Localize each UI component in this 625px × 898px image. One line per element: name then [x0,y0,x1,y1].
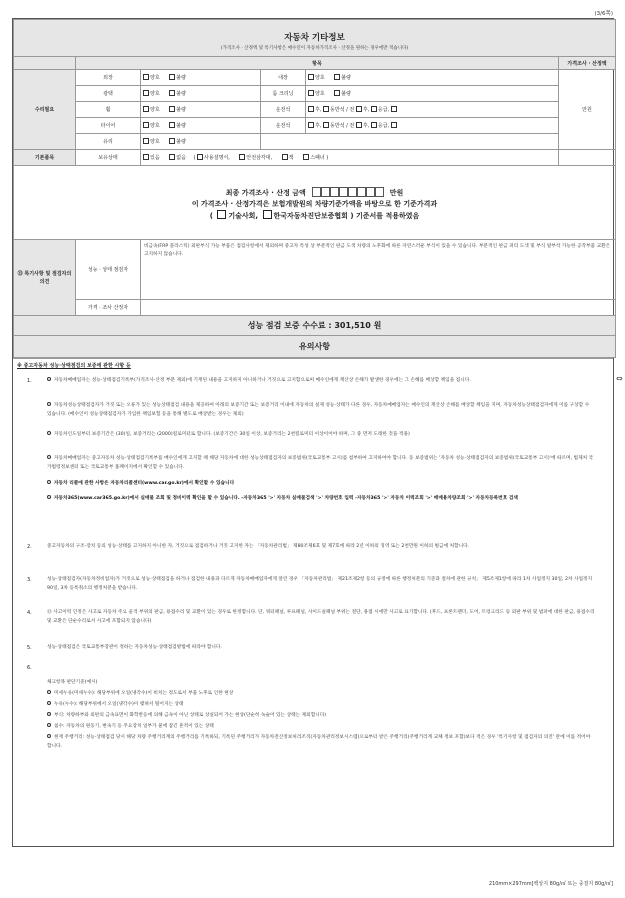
checkbox-good[interactable] [143,138,149,144]
row-label-room-cleaning: 룸 크리닝 [261,86,306,102]
checkbox-bad[interactable] [169,106,175,112]
checkbox-bad[interactable] [169,138,175,144]
notice-4-text: ⑬ 사고이력 인정은 사고로 자동차 주요 골격 부위의 판금, 용접수리 및 교환이 있는 경우로 한정합니다. 단, 쿼터패널, 루프패널, 사이드실패널 부위는 절단, 용접 시에만 사고로 표기합니다. (후드, 프론트펜더, 도어, 트렁크리드 등 외판 부위 및 범퍼에 대한 판금, 용접수리 및 교환은 단순수리로서 사고에 포함되지 않습니다) [47,610,595,624]
notice-6-sub-1: 미세누유(미세누수): 해당부위에 오일(냉각수)이 비치는 정도로서 부품 노후로 인한 현상 [47,690,595,699]
notice-5-text: 성능·상태점검은 국토교통부장관이 정하는 자동차성능·상태점검방법에 따라야 합니다. [47,645,222,650]
row-label-gloss: 광택 [76,86,141,102]
basic-items-options: 있음 없음 ( 사용설명서, 안전삼각대, 잭 스패너 ) [141,150,559,166]
notice-1-sub-3: 자동차인도일부터 보증기간은 (30)일, 보증거리는 (2000)킬로미터로 합니다. (보증기간은 30일 이상, 보증거리는 2천킬로미터 이상이어야 하며, 그 중 먼저 도래한 것을 적용) [47,431,595,440]
checkbox-rear[interactable] [371,106,377,112]
notice-1-sub-6: 자동차365(www.car365.go.kr)에서 실매물 조회 및 정비이력 확인을 할 수 있습니다. -자동차365 '>' 자동차 실매물검색 '>' 차량번호 입력 -자동차365 '>' 자동차 이력조회 '>' 매매용차량조회 '>' 자동차등록번호 검색 [47,495,595,504]
notice-1-sub-5: 자동차 리콜에 관한 사항은 자동차리콜센터(www.car.go.kr)에서 확인할 수 있습니다 [47,480,595,489]
row-label-wheel: 휠 [76,102,141,118]
appraiser-label: 가격 · 조사 산정자 [76,300,141,316]
checkbox-jack[interactable] [282,154,288,160]
notice-section [13,358,613,846]
wheel-position-options: 후, 동반석 / 전 후, 응급, [306,102,559,118]
checkbox-good[interactable] [308,74,314,80]
checkbox-have[interactable] [143,154,149,160]
form-title: 자동차 기타정보 [284,32,345,43]
checkbox-bad[interactable] [334,74,340,80]
checkbox-none[interactable] [169,154,175,160]
checkbox-bad[interactable] [169,122,175,128]
checkbox-good[interactable] [143,90,149,96]
checkbox-good[interactable] [308,90,314,96]
checkbox-spanner[interactable] [303,154,309,160]
header-cell [14,20,616,57]
other-info-table [13,19,616,358]
page-number: (3/6쪽) [594,11,613,17]
row-label-interior: 내장 [261,70,306,86]
checkbox-rear[interactable] [323,122,329,128]
checkbox-front[interactable] [356,106,362,112]
checkbox-good[interactable] [143,122,149,128]
room-cleaning-options: 양호 불량 [306,86,559,102]
notice-number-5: 5. [27,645,32,651]
checkbox-manual[interactable] [197,154,203,160]
row-label-tire: 타이어 [76,118,141,134]
notice-title: 유의사항 [14,336,616,358]
checkbox-front[interactable] [356,122,362,128]
possession-label: 보유상태 [76,150,141,166]
checkbox-bad[interactable] [169,90,175,96]
tire-options: 양호 불량 [141,118,261,134]
inspector-opinion: 비금속(FRP 플라스틱) 외판부식 가능 부품은 점검사항에서 제외하며 중고자 특성 상 부분적인 판금 도색 차량의 노후화에 따른 자연스러운 부식이 있을 수 있습니다. 부분적인 판금 퍼티 도색 및 부식 탈부착 가능한 공작부품 교환은 고지하지 않습니다. [141,240,616,300]
notice-6-heading: 체크항목 판단기준(예시) [47,680,98,685]
interior-options: 양호 불량 [306,70,559,86]
resize-arrow-icon[interactable]: ⇔ [616,374,623,383]
checkbox-front[interactable] [308,122,314,128]
row-label-exterior: 외장 [76,70,141,86]
form-subtitle: (가격조사 · 산정액 및 특기사항은 매수인이 자동차가격조사 · 산정을 원하는 경우에만 적습니다) [220,45,409,51]
notice-section-heading: ※ 중고자동차 성능·상태점검의 보증에 관한 사항 등 [17,363,131,369]
notice-6-sub-2: 누유(누수): 해당부위에서 오일(냉각수)이 맺혀서 떨어지는 상태 [47,701,595,710]
checkbox-front[interactable] [308,106,314,112]
checkbox-rear[interactable] [323,106,329,112]
notice-1-sub-2: 자동차성능상태점검자가 거짓 또는 오류가 있는 성능상태점검 내용을 제공하여 아래의 보증기간 또는 보증거리 이내에 자동차의 실제 성능·상태가 다른 경우, 자동차매매업자는 매수인의 재산상 손해를 배상할 책임을 지며, 자동차성능상태점검자에게 이를 구상할 수 있습니다. (매수인이 성능상태점검자가 가입한 책임보험 등을 통해 별도로 배상받는 경우는 제외) [47,403,590,417]
checkbox-bad[interactable] [169,74,175,80]
checkbox-rear[interactable] [371,122,377,128]
notice-number-1: 1. [27,378,32,384]
checkbox-triangle[interactable] [239,154,245,160]
price-basis-line: 이 가격조사 · 산정가격은 보험개발원의 차량기준가액을 바탕으로 한 기준가격과 [191,200,438,208]
glass-options: 양호 불량 [141,134,261,150]
warranty-fee: 성능 점검 보증 수수료 : 301,510 원 [14,316,616,336]
checkbox-emergency[interactable] [391,122,397,128]
checkbox-bad[interactable] [334,90,340,96]
exterior-options: 양호 불량 [141,70,261,86]
notice-number-3: 3. [27,577,32,583]
checkbox-good[interactable] [143,106,149,112]
notice-1-sub-4: 자동차매매업자는 중고자동차 성능·상태점검기록부를 매수인에게 고지할 때 해당 자동차에 대한 성능상태점검자의 보증범위(국토교통부 고시)를 첨부하여 고지하여야 합니다. 동 보증범위는 '자동차 성능·상태점검자의 보증범위(국토교통부 고시)'에 따르며, 법제처 국가법령정보센터 또는 국토교통부 홈페이지에서 확인할 수 있습니다. [47,456,594,470]
notice-6-sub-3: 부식: 차량하부와 외판의 금속표면이 화학반응에 의해 금속이 아닌 상태로 상실되어 가는 현상(단순히 녹슬어 있는 상태는 제외합니다) [47,712,595,721]
notice-1-sub-1: 자동차매매업자는 성능·상태점검기록부(가격조사·산정 부분 제외)에 기재된 내용을 고지하지 아니하거나 거짓으로 고지함으로써 매수인에게 재산상 손해가 발생한 경우에는 그 손해를 배상할 책임을 집니다. [47,377,595,386]
paper-spec-footer: 210mm×297mm[백상지 80g/㎡ 또는 중질지 80g/㎡] [488,881,613,887]
price-summary-cell [14,166,616,240]
special-notes-label: ⑬ 특기사항 및 점검자의 의견 [14,240,76,316]
form-frame [12,18,614,847]
notice-6-sub-4: 침수: 자동차의 원동기, 변속기 등 주요장치 일부가 물에 잠긴 흔적이 있는 상태 [47,723,595,732]
repair-price-unit: 만원 [559,70,616,150]
checkbox-diagnosis-association[interactable] [263,210,272,219]
price-digit-boxes[interactable] [312,189,384,197]
notice-number-2: 2. [27,544,32,550]
row-label-driver-seat: 운전석 [261,102,306,118]
row-label-glass: 유리 [76,134,141,150]
price-standard-line: ( 기술사회, 한국자동차진단보증협회 ) 기준서를 적용하였음 [209,212,420,220]
final-price-line: 최종 가격조사 · 산정 금액 만원 [225,189,404,197]
tire-position-options: 후, 동반석 / 전 후, 응급, [306,118,559,134]
repair-needed-label: 수리필요 [14,70,76,150]
notice-6-sub-5: 현재 주행거리: 성능·상태점검 당시 해당 차량 주행거리계의 주행거리를 기록하되, 기록된 주행거리가 자동차전산정보처리조직(자동차관리정보시스템)으로부터 받은 주행거리(주행거리계 교체 정보 포함)보다 적은 경우 '특기사항 및 점검자의 의견' 란에 이를 적어야 합니다. [47,735,591,749]
notice-number-4: 4. [27,610,32,616]
basic-items-label: 기본품목 [14,150,76,166]
price-header: 가격조사 · 산정액 [559,57,616,70]
checkbox-engineer-society[interactable] [217,210,226,219]
notice-2-text: 중고자동차의 구조·장치 등의 성능·상태를 고지하지 아니한 자, 거짓으로 점검하거나 거짓 고지한 자는 「자동차관리법」 제80조제6호 및 제7호에 따라 2년 이하의 징역 또는 2천만원 이하의 벌금에 처합니다. [47,544,470,549]
wheel-options: 양호 불량 [141,102,261,118]
row-label-driver-seat-2: 운전석 [261,118,306,134]
checkbox-emergency[interactable] [391,106,397,112]
notice-3-text: 성능·상태점검자(자동차정비업자)가 거짓으로 성능·상태점검을 하거나 점검한 내용과 다르게 자동차매매업자에게 알린 경우 「자동차관리법」 제21조제2항 등의 규정에 따른 행정처분의 기준과 절차에 관한 규칙」 제5조제1항에 따라 1차 사업정지 30일, 2차 사업정지 90일, 3차 등록취소의 행정처분을 받습니다. [47,577,593,591]
checkbox-good[interactable] [143,74,149,80]
inspector-label: 성능 · 상태 점검자 [76,240,141,300]
gloss-options: 양호 불량 [141,86,261,102]
appraiser-opinion[interactable] [141,300,616,316]
notice-number-6: 6. [27,665,32,671]
item-header: 항목 [76,57,559,70]
